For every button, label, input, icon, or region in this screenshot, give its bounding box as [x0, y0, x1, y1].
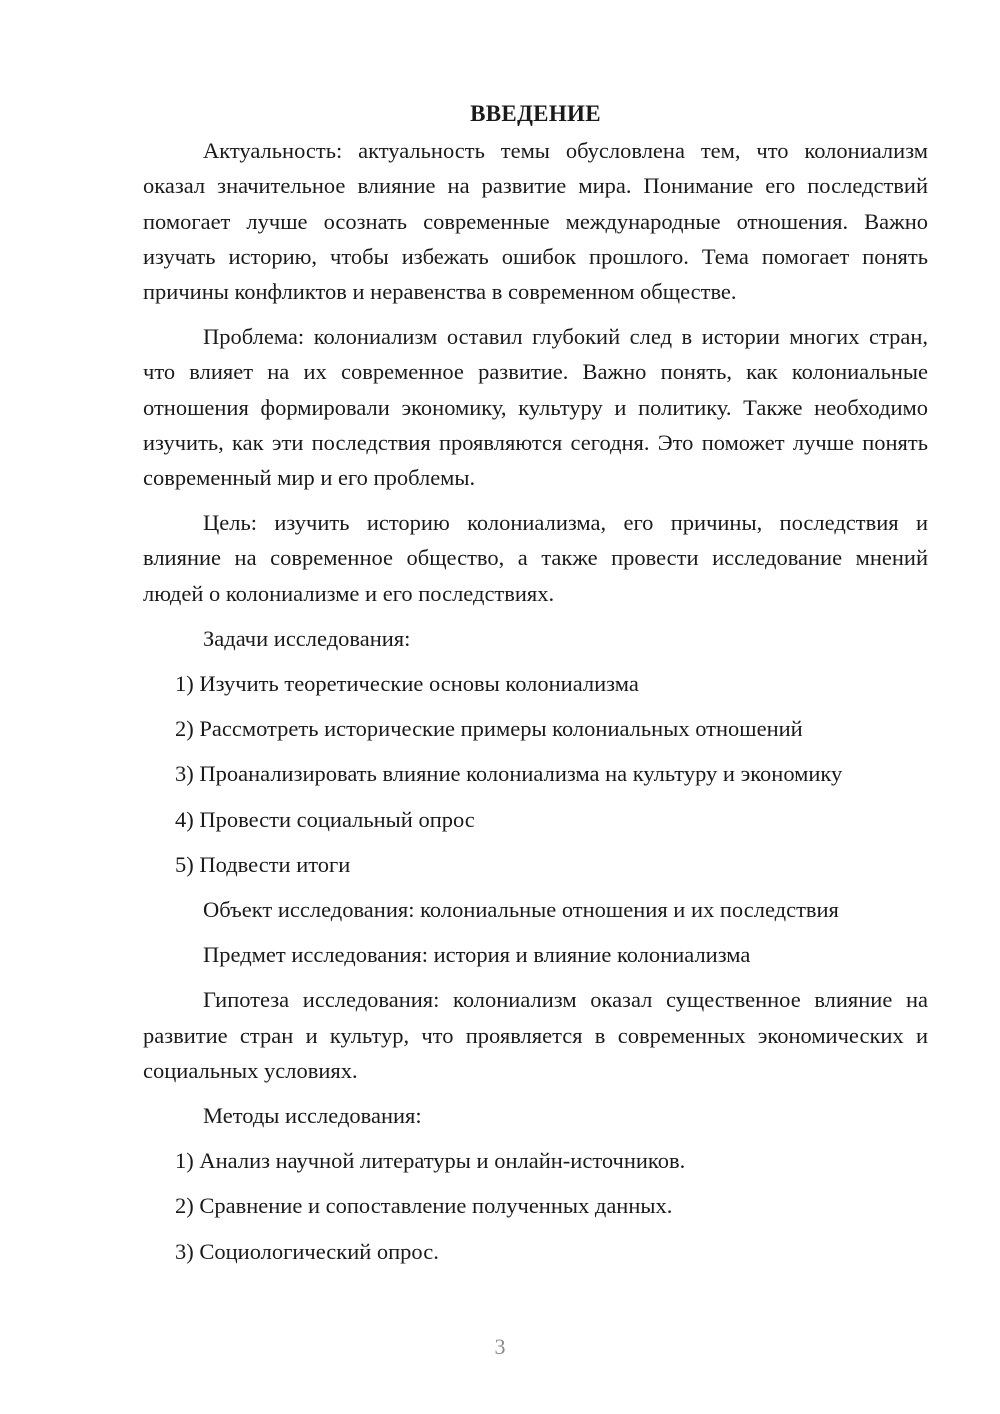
page-content [143, 96, 928, 1279]
task-item: 4) Провести социальный опрос [175, 806, 475, 832]
methods-list [143, 1143, 928, 1269]
object-line: Объект исследования: колониальные отношения и их последствия [203, 897, 839, 923]
task-item: 2) Рассмотреть исторические примеры колониальных отношений [175, 716, 803, 742]
problem-paragraph: Проблема: колониализм оставил глубокий след в истории многих стран, что влияет на их современное развитие. Важно понять, как колониальные отношения формировали экономику, культуру и политику. Также необходимо изучить, как эти последствия проявляются сегодня. Это поможет лучше понять современный мир и его проблемы. [143, 324, 928, 491]
method-item: 3) Социологический опрос. [175, 1238, 439, 1264]
task-item: 1) Изучить теоретические основы колониализма [175, 671, 639, 697]
subject-line: Предмет исследования: история и влияние колониализма [203, 942, 751, 968]
methods-heading: Методы исследования: [203, 1103, 422, 1129]
goal-paragraph: Цель: изучить историю колониализма, его причины, последствия и влияние на современное общество, а также провести исследование мнений людей о колониализме и его последствиях. [143, 510, 928, 606]
relevance-paragraph: Актуальность: актуальность темы обусловлена тем, что колониализм оказал значительное влияние на развитие мира. Понимание его последствий помогает лучше осознать современные международные отношения. Важно изучать историю, чтобы избежать ошибок прошлого. Тема помогает понять причины конфликтов и неравенства в современном обществе. [143, 138, 928, 305]
page-number: 3 [494, 1334, 506, 1359]
method-item: 1) Анализ научной литературы и онлайн-источников. [175, 1148, 686, 1174]
method-item: 2) Сравнение и сопоставление полученных данных. [175, 1193, 673, 1219]
page-title: ВВЕДЕНИЕ [470, 101, 601, 126]
hypothesis-paragraph: Гипотеза исследования: колониализм оказал существенное влияние на развитие стран и культур, что проявляется в современных экономических и социальных условиях. [143, 987, 928, 1083]
tasks-list [143, 666, 928, 882]
task-item: 5) Подвести итоги [175, 851, 351, 877]
task-item: 3) Проанализировать влияние колониализма на культуру и экономику [175, 761, 843, 787]
tasks-heading: Задачи исследования: [203, 625, 411, 651]
